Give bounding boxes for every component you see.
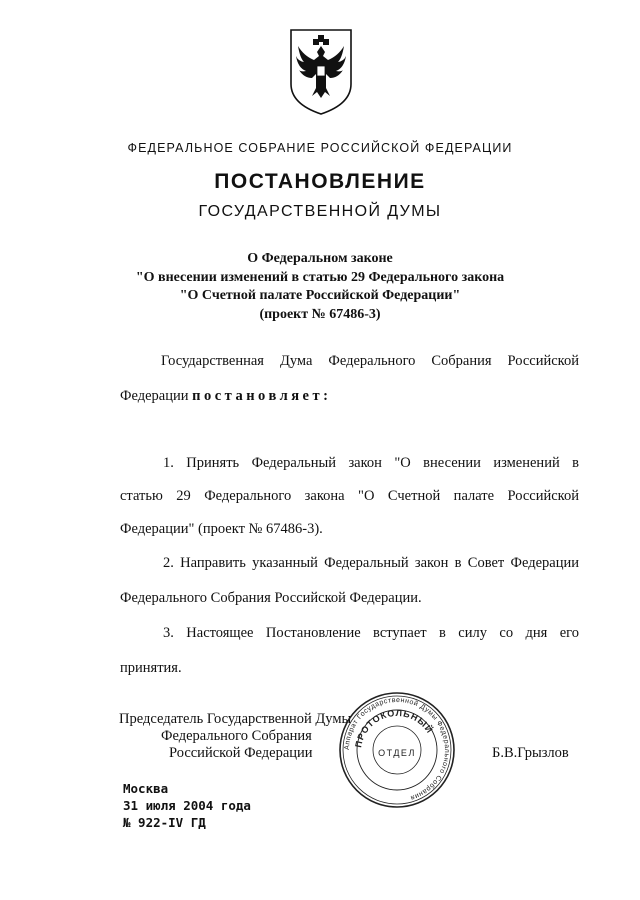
footer-number: № 922-IV ГД	[123, 815, 206, 830]
subject-line: (проект № 67486-3)	[259, 306, 381, 322]
signatory-position: Федерального Собрания	[161, 728, 312, 744]
signatory-position: Российской Федерации	[169, 745, 313, 761]
signatory-name: Б.В.Грызлов	[492, 745, 569, 761]
resolves-word: постановляет:	[192, 388, 332, 404]
item-line: 2. Направить указанный Федеральный закон в Совет Федерации	[163, 555, 579, 571]
subject-line: О Федеральном законе	[247, 251, 393, 266]
item-line: 3. Настоящее Постановление вступает в силу со дня его	[163, 625, 579, 641]
preamble-line: Государственная Дума Федерального Собрания Российской	[161, 353, 579, 369]
footer-date: 31 июля 2004 года	[123, 798, 251, 813]
item-line: 1. Принять Федеральный закон "О внесении изменений в	[163, 455, 579, 471]
preamble-line	[120, 388, 579, 405]
signatory-position: Председатель Государственной Думы	[119, 711, 352, 727]
item-line: принятия.	[120, 660, 182, 676]
stamp-outer-text: Аппарат Государственной Думы Федерального Собрания	[343, 696, 451, 802]
subject-block	[0, 250, 640, 324]
item-line: Федерального Собрания Российской Федерации.	[120, 590, 422, 606]
item-line: Федерации" (проект № 67486-3).	[120, 521, 323, 537]
official-stamp	[337, 690, 457, 810]
subject-line: "О внесении изменений в статью 29 Федерального закона	[135, 269, 505, 285]
footer-city: Москва	[123, 781, 169, 796]
organization-heading: ФЕДЕРАЛЬНОЕ СОБРАНИЕ РОССИЙСКОЙ ФЕДЕРАЦИИ	[127, 141, 513, 155]
subject-line: "О Счетной палате Российской Федерации"	[179, 288, 461, 303]
coat-of-arms-emblem-icon	[286, 26, 356, 116]
preamble-text: Федерации	[120, 388, 193, 404]
item-line: статью 29 Федерального закона "О Счетной палате Российской	[120, 488, 579, 504]
stamp-middle-text: ПРОТОКОЛЬНЫЙ	[353, 707, 436, 749]
document-subtitle: ГОСУДАРСТВЕННОЙ ДУМЫ	[198, 203, 442, 220]
stamp-inner-text: ОТДЕЛ	[378, 748, 416, 758]
document-title: ПОСТАНОВЛЕНИЕ	[214, 170, 426, 193]
